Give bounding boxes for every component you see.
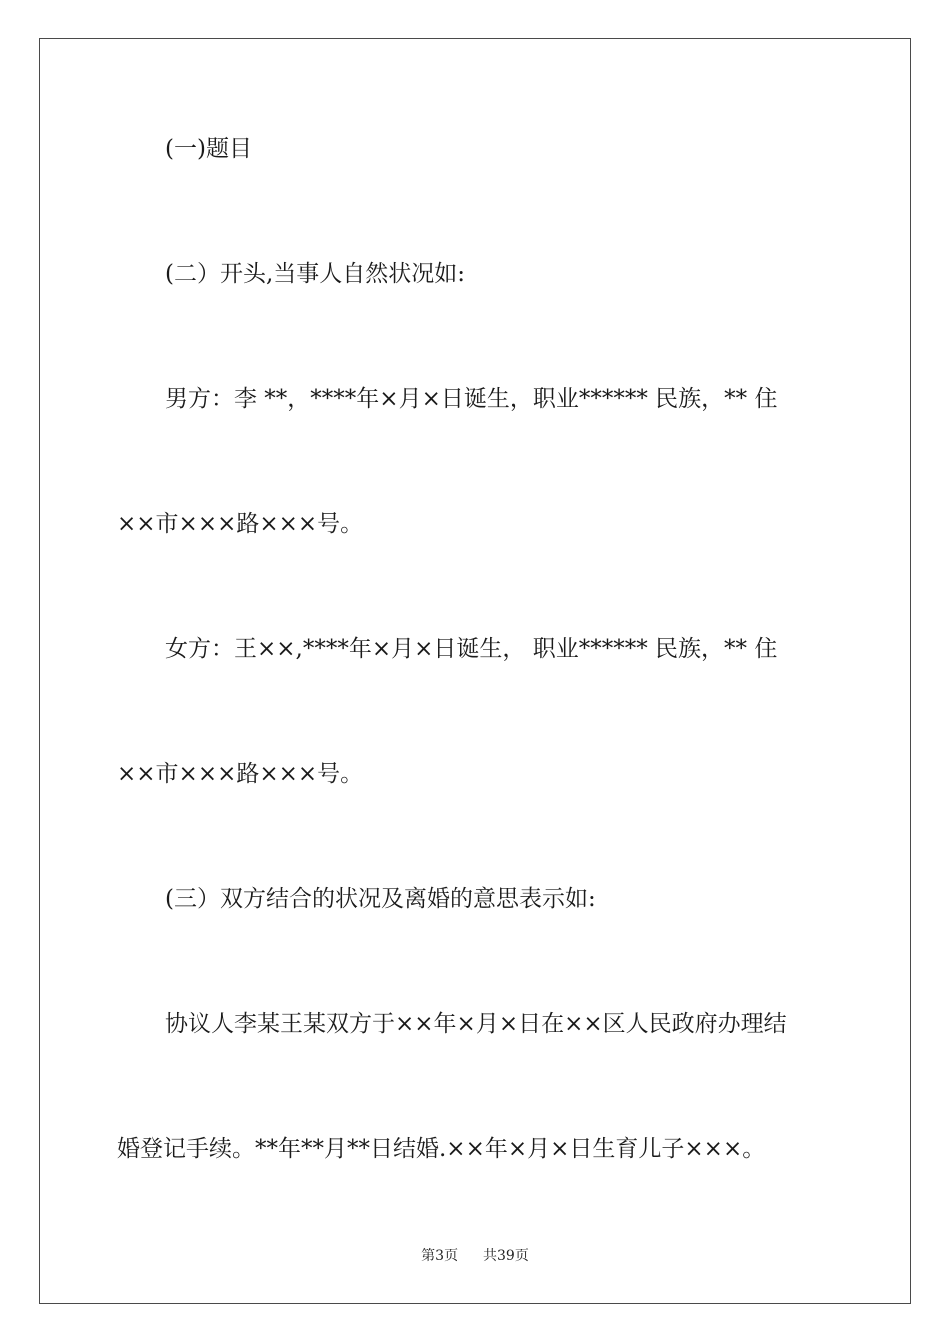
- page-footer: [0, 1246, 950, 1266]
- page-border: [39, 38, 911, 1304]
- heading-marriage-section: (三）双方结合的状况及离婚的意思表示如:: [165, 886, 596, 912]
- total-page-count: 共39页: [483, 1248, 529, 1264]
- male-party-line-2: ××市×××路×××号。: [117, 511, 364, 537]
- female-party-line-2: ××市×××路×××号。: [117, 761, 364, 787]
- female-party-line-1: 女方：王××,****年×月×日诞生， 职业****** 民族，** 住: [165, 636, 778, 662]
- marriage-paragraph-line-2: 婚登记手续。**年**月**日结婚.××年×月×日生育儿子×××。: [117, 1136, 766, 1162]
- male-party-line-1: 男方：李 **，****年×月×日诞生，职业****** 民族，** 住: [165, 386, 778, 412]
- heading-opening-section: (二）开头,当事人自然状况如:: [165, 261, 466, 287]
- current-page-number: 第3页: [421, 1248, 459, 1264]
- heading-title-section: (一)题目: [165, 136, 252, 162]
- marriage-paragraph-line-1: 协议人李某王某双方于××年×月×日在××区人民政府办理结: [165, 1011, 787, 1037]
